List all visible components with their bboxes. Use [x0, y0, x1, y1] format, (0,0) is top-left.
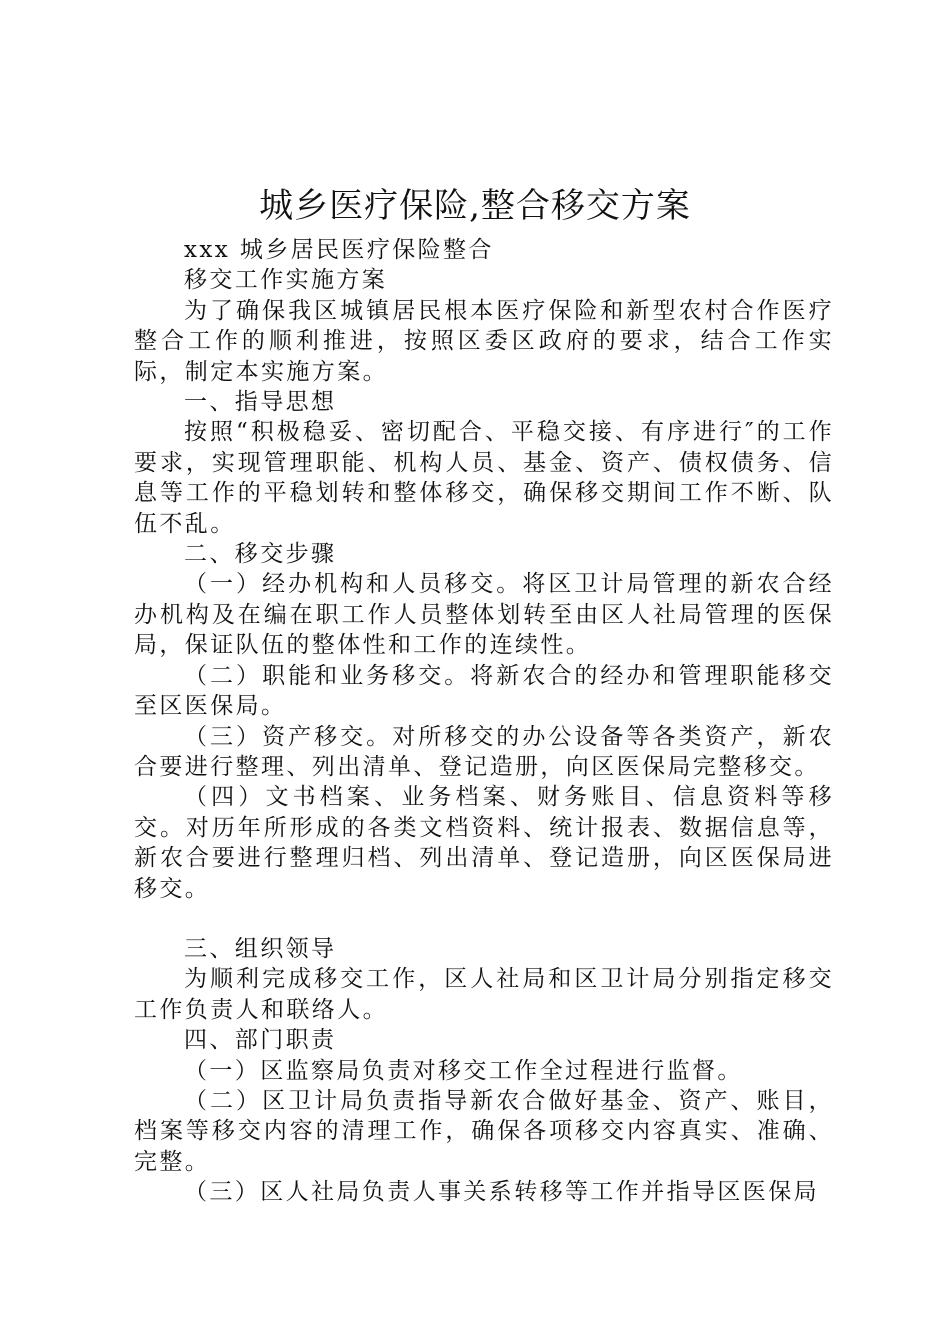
organization-paragraph: 为顺利完成移交工作，区人社局和区卫计局分别指定移交工作负责人和联络人。: [134, 966, 834, 1023]
document-body: [134, 235, 834, 1208]
section-heading-2: 二、移交步骤: [184, 541, 337, 568]
step-paragraph-4: （四）文书档案、业务档案、财务账目、信息资料等移交。对历年所形成的各类文档资料、统计报表、数据信息等，新农合要进行整理归档、列出清单、登记造册，向区医保局进移交。: [134, 784, 834, 902]
step-paragraph-1: （一）经办机构和人员移交。将区卫计局管理的新农合经办机构及在编在职工作人员整体划转至由区人社局管理的医保局，保证队伍的整体性和工作的连续性。: [134, 571, 834, 659]
step-paragraph-3: （三）资产移交。对所移交的办公设备等各类资产，新农合要进行整理、列出清单、登记造册，向区医保局完整移交。: [134, 723, 834, 780]
subtitle-line-2: 移交工作实施方案: [184, 267, 388, 294]
duty-paragraph-3: （三）区人社局负责人事关系转移等工作并指导区医保局: [184, 1179, 819, 1206]
duty-paragraph-1: （一）区监察局负责对移交工作全过程进行监督。: [184, 1057, 743, 1084]
section-heading-4: 四、部门职责: [184, 1027, 337, 1054]
intro-paragraph: 为了确保我区城镇居民根本医疗保险和新型农村合作医疗整合工作的顺利推进，按照区委区政府的要求，结合工作实际，制定本实施方案。: [134, 297, 834, 385]
document-title: 城乡医疗保险,整合移交方案: [259, 186, 691, 226]
paragraph-gap: [134, 904, 834, 934]
section-heading-3: 三、组织领导: [184, 935, 337, 962]
step-paragraph-2: （二）职能和业务移交。将新农合的经办和管理职能移交至区医保局。: [134, 662, 834, 720]
section-heading-1: 一、指导思想: [184, 389, 337, 416]
subtitle-line-1: xxx 城乡居民医疗保险整合: [184, 237, 494, 263]
guiding-paragraph: 按照“积极稳妥、密切配合、平稳交接、有序进行″的工作要求，实现管理职能、机构人员、基金、资产、债权债务、信息等工作的平稳划转和整体移交，确保移交期间工作不断、队伍不乱。: [134, 419, 834, 537]
duty-paragraph-2: （二）区卫计局负责指导新农合做好基金、资产、账目，档案等移交内容的清理工作，确保各项移交内容真实、准确、完整。: [134, 1087, 834, 1175]
